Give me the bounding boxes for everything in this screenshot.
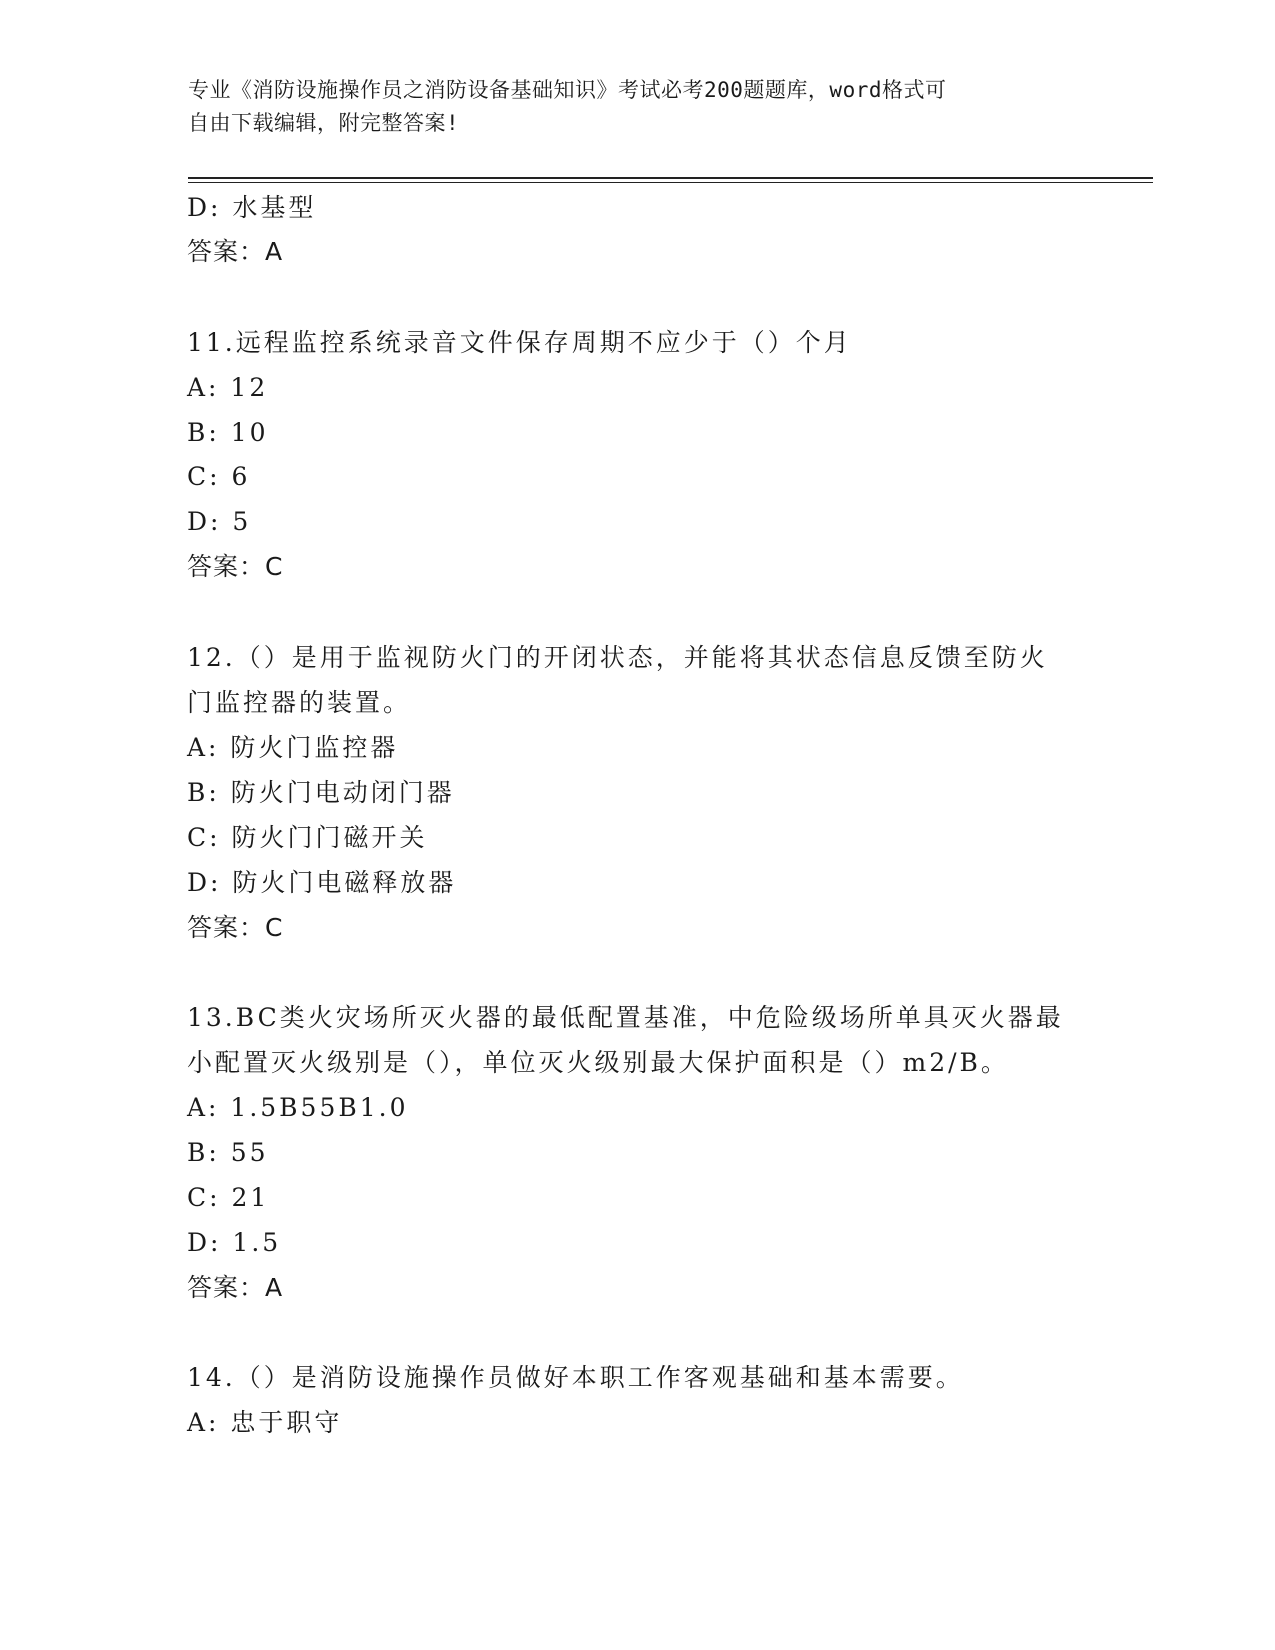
q13-option-a: A: 1.5B55B1.0 xyxy=(187,1093,409,1122)
q12-option-d: D: 防火门电磁释放器 xyxy=(187,868,457,897)
q11-option-a: A: 12 xyxy=(187,373,269,402)
q11-option-d: D: 5 xyxy=(187,507,252,536)
prev-option-d: D: 水基型 xyxy=(187,193,317,222)
q12-stem-line-2: 门监控器的装置。 xyxy=(187,688,412,717)
q13-answer: 答案：A xyxy=(187,1273,284,1302)
q12-stem-line-1: 12.（）是用于监视防火门的开闭状态，并能将其状态信息反馈至防火 xyxy=(187,643,1048,672)
q12-option-a: A: 防火门监控器 xyxy=(187,733,399,762)
header-line-2: 自由下载编辑，附完整答案! xyxy=(188,111,460,135)
q12-answer: 答案：C xyxy=(187,913,284,942)
q14-option-a: A: 忠于职守 xyxy=(187,1408,343,1437)
document-header xyxy=(188,74,1088,140)
q11-option-c: C: 6 xyxy=(187,462,251,491)
header-rule-thin xyxy=(188,182,1153,183)
q13-option-b: B: 55 xyxy=(187,1138,269,1167)
header-line-1: 专业《消防设施操作员之消防设备基础知识》考试必考200题题库，word格式可 xyxy=(188,78,947,102)
q11-option-b: B: 10 xyxy=(187,418,269,447)
q14-stem-line-1: 14.（）是消防设施操作员做好本职工作客观基础和基本需要。 xyxy=(187,1363,964,1392)
q12-option-c: C: 防火门门磁开关 xyxy=(187,823,428,852)
q11-stem-line-1: 11.远程监控系统录音文件保存周期不应少于（）个月 xyxy=(187,328,852,357)
q11-answer: 答案：C xyxy=(187,552,284,581)
q13-stem-line-2: 小配置灭火级别是（），单位灭火级别最大保护面积是（）m2/B。 xyxy=(187,1048,1009,1077)
prev-answer: 答案：A xyxy=(187,237,284,266)
header-rule-thick xyxy=(188,177,1153,179)
q13-option-d: D: 1.5 xyxy=(187,1228,282,1257)
q13-option-c: C: 21 xyxy=(187,1183,270,1212)
q13-stem-line-1: 13.BC类火灾场所灭火器的最低配置基准，中危险级场所单具灭火器最 xyxy=(187,1003,1064,1032)
q12-option-b: B: 防火门电动闭门器 xyxy=(187,778,455,807)
